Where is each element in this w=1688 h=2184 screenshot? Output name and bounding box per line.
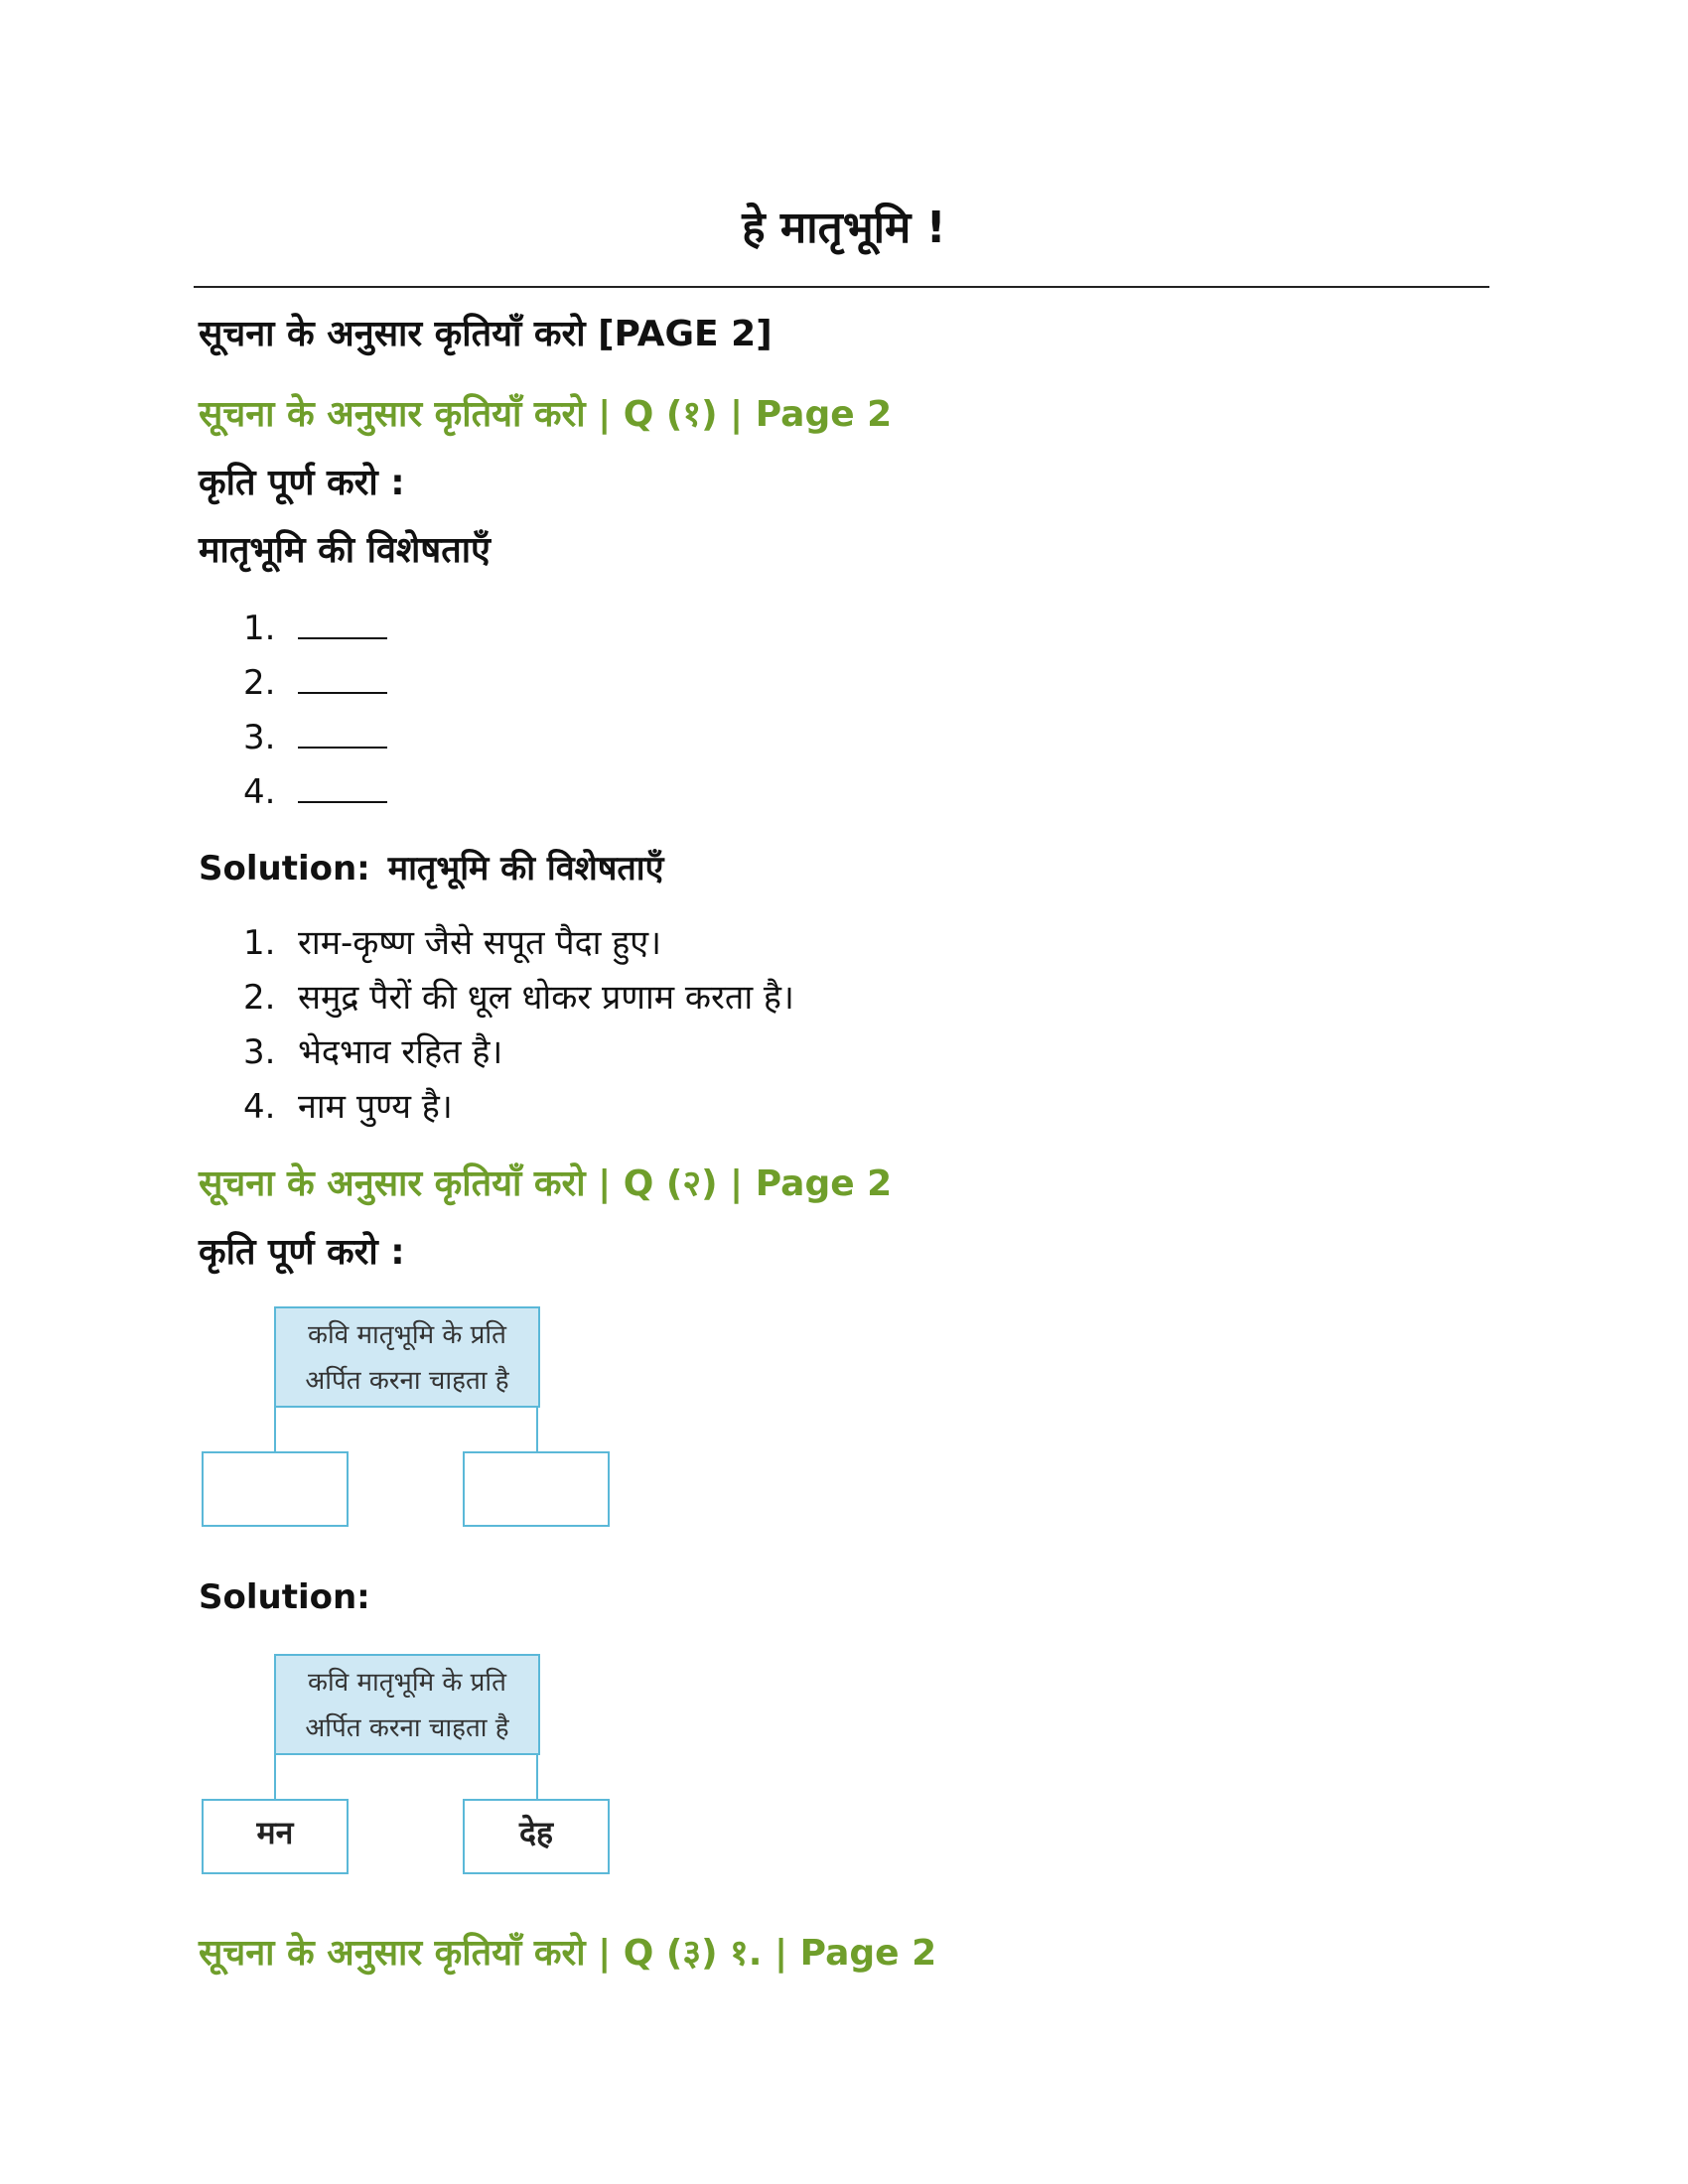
list-number: 3. xyxy=(243,1032,276,1072)
q1-solution-heading xyxy=(199,844,663,893)
q1-answer-list xyxy=(243,916,794,1135)
page-title: हे मातृभूमि ! xyxy=(742,203,946,253)
diagram-top-line1: कवि मातृभूमि के प्रति xyxy=(308,1668,506,1698)
list-number: 1. xyxy=(243,923,276,963)
diagram-top-box xyxy=(274,1306,540,1408)
diagram-top-line1: कवि मातृभूमि के प्रति xyxy=(308,1320,506,1350)
answer-blank xyxy=(298,608,387,639)
list-number: 4. xyxy=(243,772,276,812)
answer-blank xyxy=(298,662,387,694)
list-number: 3. xyxy=(243,718,276,757)
q2-solution-diagram xyxy=(199,1654,616,1892)
list-item xyxy=(243,765,387,820)
list-item xyxy=(243,971,794,1025)
answer-text: राम-कृष्ण जैसे सपूत पैदा हुए। xyxy=(298,923,661,963)
connector-line xyxy=(536,1753,538,1799)
list-number: 2. xyxy=(243,663,276,703)
list-item xyxy=(243,656,387,711)
answer-blank xyxy=(298,771,387,803)
list-item xyxy=(243,602,387,656)
q1-instruction: कृति पूर्ण करो : xyxy=(199,463,405,503)
section-heading: सूचना के अनुसार कृतियाँ करो [PAGE 2] xyxy=(199,314,773,354)
list-number: 1. xyxy=(243,609,276,648)
q2-heading: सूचना के अनुसार कृतियाँ करो | Q (२) | Page 2 xyxy=(199,1163,893,1204)
list-number: 4. xyxy=(243,1087,276,1127)
diagram-top-line2: अर्पित करना चाहता है xyxy=(305,1713,509,1743)
connector-line xyxy=(274,1753,276,1799)
q1-heading: सूचना के अनुसार कृतियाँ करो | Q (१) | Page 2 xyxy=(199,394,893,435)
q3-heading: सूचना के अनुसार कृतियाँ करो | Q (३) १. | Page 2 xyxy=(199,1933,937,1974)
q1-blank-list xyxy=(243,602,387,820)
diagram-top-line2: अर्पित करना चाहता है xyxy=(305,1366,509,1396)
diagram-answer-box-left: मन xyxy=(202,1799,349,1874)
connector-line xyxy=(536,1406,538,1451)
list-item xyxy=(243,1080,794,1135)
q2-instruction: कृति पूर्ण करो : xyxy=(199,1232,405,1273)
title-divider xyxy=(194,286,1489,288)
q2-solution-label: Solution: xyxy=(199,1577,370,1617)
list-number: 2. xyxy=(243,978,276,1018)
answer-text: नाम पुण्य है। xyxy=(298,1087,453,1127)
diagram-answer-box-left xyxy=(202,1451,349,1527)
solution-title: मातृभूमि की विशेषताएँ xyxy=(387,849,664,888)
answer-text: भेदभाव रहित है। xyxy=(298,1032,503,1072)
diagram-answer-box-right xyxy=(463,1451,610,1527)
answer-blank xyxy=(298,717,387,749)
diagram-answer-box-right: देह xyxy=(463,1799,610,1874)
connector-line xyxy=(274,1406,276,1451)
diagram-top-box xyxy=(274,1654,540,1755)
q2-question-diagram xyxy=(199,1306,616,1545)
list-item xyxy=(243,711,387,765)
answer-text: समुद्र पैरों की धूल धोकर प्रणाम करता है। xyxy=(298,978,794,1018)
list-item xyxy=(243,1025,794,1080)
list-item xyxy=(243,916,794,971)
solution-label: Solution: xyxy=(199,849,370,888)
q1-topic: मातृभूमि की विशेषताएँ xyxy=(199,530,491,571)
